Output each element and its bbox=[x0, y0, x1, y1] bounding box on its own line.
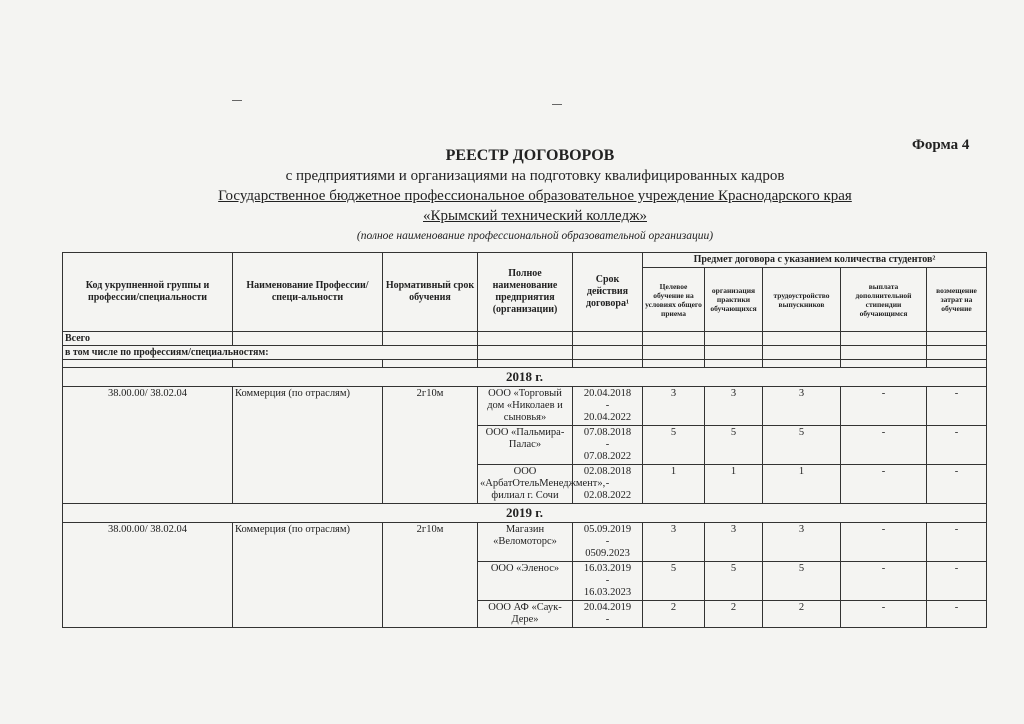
cell-count-4: - bbox=[841, 523, 927, 562]
col-validity: Срок действия договора¹ bbox=[573, 253, 643, 332]
year-label: 2018 г. bbox=[63, 368, 987, 387]
cell-org: ООО «Эленос» bbox=[478, 562, 573, 601]
cell-count-5: - bbox=[927, 523, 987, 562]
contracts-table bbox=[62, 252, 987, 628]
col-code: Код укрупненной группы и профессии/специальности bbox=[63, 253, 233, 332]
cell-count-3: 1 bbox=[763, 465, 841, 504]
cell-count-4: - bbox=[841, 562, 927, 601]
cell-count-3: 2 bbox=[763, 601, 841, 628]
validity-date-to: 07.08.2022 bbox=[583, 451, 632, 462]
table-body bbox=[63, 332, 987, 628]
col-reimbursement: возмещение затрат на обучение bbox=[927, 268, 987, 332]
cell-count-2: 5 bbox=[705, 426, 763, 465]
cell-count-5: - bbox=[927, 465, 987, 504]
cell-term: 2г10м bbox=[383, 387, 478, 504]
table-row bbox=[63, 387, 987, 426]
col-target-training: Целевое обучение на условиях общего приема bbox=[643, 268, 705, 332]
table-row bbox=[63, 523, 987, 562]
col-term: Нормативный срок обучения bbox=[383, 253, 478, 332]
year-row bbox=[63, 504, 987, 523]
cell-name: Коммерция (по отраслям) bbox=[233, 523, 383, 628]
validity-date-from: 20.04.2019 bbox=[583, 602, 632, 613]
form-number: Форма 4 bbox=[912, 137, 970, 153]
cell-validity bbox=[573, 523, 643, 562]
validity-date-sep: - bbox=[605, 478, 610, 489]
cell-org: Магазин «Веломоторс» bbox=[478, 523, 573, 562]
year-row bbox=[63, 368, 987, 387]
document-title: РЕЕСТР ДОГОВОРОВ bbox=[445, 147, 615, 164]
institution-caption: (полное наименование профессиональной образовательной организации) bbox=[356, 230, 714, 242]
col-name: Наименование Профессии/специ-альности bbox=[233, 253, 383, 332]
validity-date-to: 16.03.2023 bbox=[583, 587, 632, 598]
cell-count-1: 3 bbox=[643, 523, 705, 562]
cell-count-4: - bbox=[841, 465, 927, 504]
cell-count-5: - bbox=[927, 426, 987, 465]
cell-count-4: - bbox=[841, 426, 927, 465]
cell-code: 38.00.00/ 38.02.04 bbox=[63, 387, 233, 504]
validity-date-sep: - bbox=[605, 575, 610, 586]
subtitle-line: с предприятиями и организациями на подготовку квалифицированных кадров bbox=[285, 168, 785, 184]
cell-org: ООО АФ «Саук-Дере» bbox=[478, 601, 573, 628]
cell-count-1: 1 bbox=[643, 465, 705, 504]
col-org: Полное наименование предприятия (организации) bbox=[478, 253, 573, 332]
col-subject: Предмет договора с указанием количества студентов² bbox=[643, 253, 987, 268]
cell-count-2: 3 bbox=[705, 523, 763, 562]
cell-validity bbox=[573, 426, 643, 465]
cell-count-1: 5 bbox=[643, 426, 705, 465]
col-practice: организация практики обучающихся bbox=[705, 268, 763, 332]
cell-count-4: - bbox=[841, 601, 927, 628]
validity-date-from: 20.04.2018 bbox=[583, 388, 632, 399]
cell-count-2: 3 bbox=[705, 387, 763, 426]
cell-count-1: 2 bbox=[643, 601, 705, 628]
cell-validity bbox=[573, 601, 643, 628]
validity-date-sep: - bbox=[605, 614, 610, 625]
cell-count-3: 5 bbox=[763, 562, 841, 601]
cell-org: ООО «Пальмира-Палас» bbox=[478, 426, 573, 465]
validity-date-from: 16.03.2019 bbox=[583, 563, 632, 574]
cell-org: ООО «Торговый дом «Николаев и сыновья» bbox=[478, 387, 573, 426]
cell-org: ООО «АрбатОтельМенеджмент», филиал г. Сочи bbox=[478, 465, 573, 504]
validity-date-to: 0509.2023 bbox=[585, 548, 630, 559]
cell-code: 38.00.00/ 38.02.04 bbox=[63, 523, 233, 628]
validity-date-from: 02.08.2018 bbox=[583, 466, 632, 477]
validity-date-to: 02.08.2022 bbox=[583, 490, 632, 501]
cell-name: Коммерция (по отраслям) bbox=[233, 387, 383, 504]
col-stipend: выплата дополнительной стипендии обучающимся bbox=[841, 268, 927, 332]
year-label: 2019 г. bbox=[63, 504, 987, 523]
cell-count-2: 2 bbox=[705, 601, 763, 628]
cell-count-4: - bbox=[841, 387, 927, 426]
cell-term: 2г10м bbox=[383, 523, 478, 628]
cell-count-5: - bbox=[927, 562, 987, 601]
validity-date-sep: - bbox=[605, 536, 610, 547]
validity-date-sep: - bbox=[605, 400, 610, 411]
institution-short-name: «Крымский технический колледж» bbox=[423, 208, 647, 224]
validity-date-from: 05.09.2019 bbox=[583, 524, 632, 535]
validity-date-sep: - bbox=[605, 439, 610, 450]
cell-count-3: 5 bbox=[763, 426, 841, 465]
validity-date-from: 07.08.2018 bbox=[583, 427, 632, 438]
institution-name: Государственное бюджетное профессиональное образовательное учреждение Краснодарского края bbox=[218, 188, 852, 204]
cell-count-5: - bbox=[927, 601, 987, 628]
cell-count-2: 1 bbox=[705, 465, 763, 504]
cell-validity bbox=[573, 562, 643, 601]
row-incl-label: в том числе по профессиям/специальностям: bbox=[63, 346, 478, 360]
cell-count-3: 3 bbox=[763, 387, 841, 426]
row-total-label: Всего bbox=[63, 332, 233, 346]
validity-date-to: 20.04.2022 bbox=[583, 412, 632, 423]
cell-count-5: - bbox=[927, 387, 987, 426]
cell-validity bbox=[573, 387, 643, 426]
col-employment: трудоустройство выпускников bbox=[763, 268, 841, 332]
cell-count-1: 3 bbox=[643, 387, 705, 426]
cell-count-3: 3 bbox=[763, 523, 841, 562]
cell-count-2: 5 bbox=[705, 562, 763, 601]
cell-count-1: 5 bbox=[643, 562, 705, 601]
